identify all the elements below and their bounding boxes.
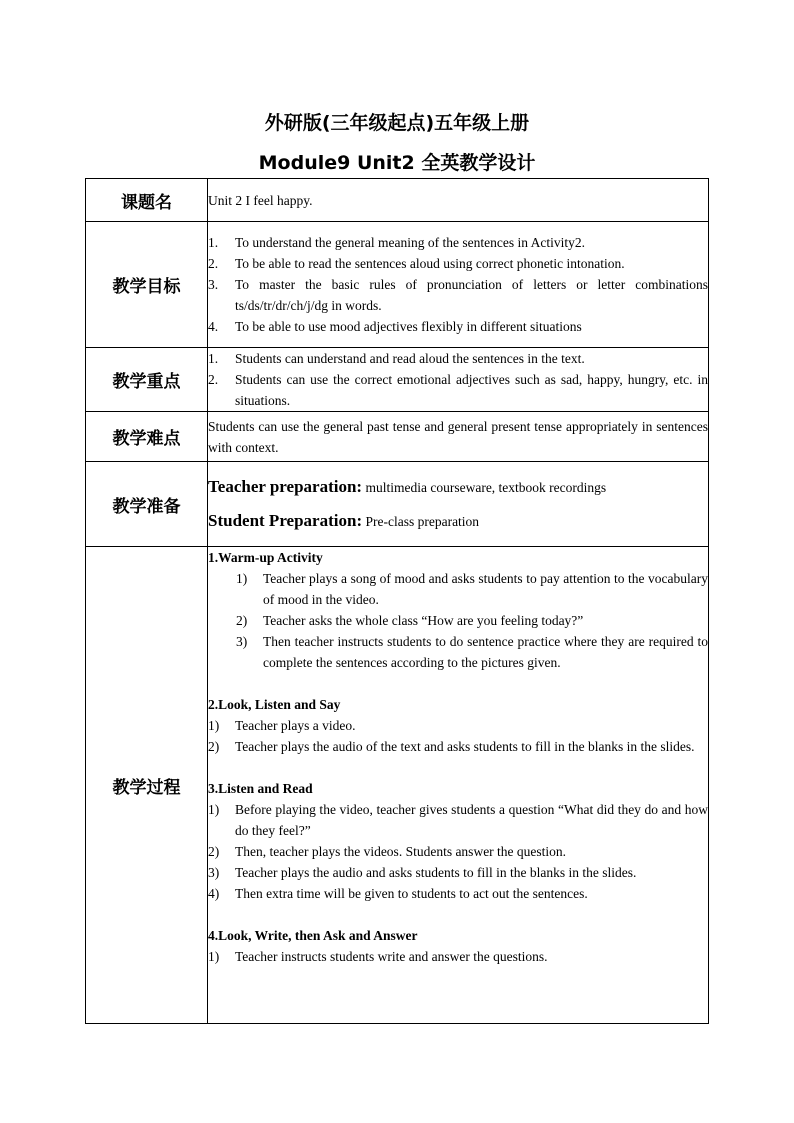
process-steps (208, 799, 708, 904)
student-preparation (208, 510, 708, 532)
list-item (208, 232, 708, 253)
process-section (208, 694, 708, 778)
list-item (208, 316, 708, 337)
process-step (208, 841, 708, 862)
process-step-number: 1) (208, 949, 220, 964)
teacher-preparation-heading: Teacher preparation: (208, 477, 363, 496)
process-step (208, 799, 708, 841)
list-item-text: To master the basic rules of pronunciation of letters or letter combinations ts/ds/tr/dr/ch/j/dg in words. (235, 277, 708, 313)
process-sections (208, 547, 708, 967)
process-step-number: 3) (208, 865, 220, 880)
process-step-text: Teacher plays a song of mood and asks students to pay attention to the vocabulary of mood in the video. (263, 571, 708, 607)
student-preparation-heading: Student Preparation: (208, 511, 363, 530)
process-step-text: Teacher plays a video. (235, 718, 356, 733)
row-objectives (86, 222, 709, 348)
process-step (208, 883, 708, 904)
difficulties-text: Students can use the general past tense and general present tense appropriately in sentences with context. (208, 412, 709, 462)
label-key-points: 教学重点 (86, 348, 208, 412)
section-spacer (208, 757, 708, 778)
teacher-preparation (208, 476, 708, 498)
process-step (236, 568, 708, 610)
list-item-text: Students can use the correct emotional adjectives such as sad, happy, hungry, etc. in situations. (235, 372, 708, 408)
process-section-title: 3.Listen and Read (208, 781, 313, 796)
list-item-number: 2. (208, 372, 219, 387)
process-step-number: 4) (208, 886, 220, 901)
label-objectives: 教学目标 (86, 222, 208, 348)
list-item-text: Students can understand and read aloud the sentences in the text. (235, 351, 585, 366)
row-process (86, 547, 709, 1024)
label-preparation: 教学准备 (86, 462, 208, 547)
row-topic (86, 179, 709, 222)
objectives-list (208, 232, 708, 337)
process-step (236, 631, 708, 673)
process-step-number: 1) (208, 718, 220, 733)
process-step-number: 2) (236, 613, 248, 628)
list-item-text: To be able to read the sentences aloud using correct phonetic intonation. (235, 256, 625, 271)
section-spacer (208, 673, 708, 694)
process-step (208, 946, 708, 967)
process-section (208, 547, 708, 694)
label-topic: 课题名 (86, 179, 208, 222)
process-step-text: Then teacher instructs students to do sentence practice where they are required to complete the sentences according to the pictures given. (263, 634, 708, 670)
process-step-number: 3) (236, 634, 248, 649)
key-points-list (208, 348, 708, 411)
row-key-points (86, 348, 709, 412)
process-step-text: Teacher plays the audio and asks students to fill in the blanks in the slides. (235, 865, 637, 880)
process-step (236, 610, 708, 631)
student-preparation-text: Pre-class preparation (362, 514, 480, 529)
list-item (208, 369, 708, 411)
key-points-cell (208, 348, 709, 412)
process-section-title: 2.Look, Listen and Say (208, 697, 341, 712)
process-step-text: Teacher asks the whole class “How are you feeling today?” (263, 613, 584, 628)
process-step (208, 736, 708, 757)
process-section (208, 925, 708, 967)
list-item-number: 4. (208, 319, 219, 334)
process-step-text: Teacher plays the audio of the text and asks students to fill in the blanks in the slides. (235, 739, 695, 754)
list-item-number: 1. (208, 235, 219, 250)
list-item-number: 3. (208, 277, 219, 292)
topic-value: Unit 2 I feel happy. (208, 179, 709, 222)
label-difficulties: 教学难点 (86, 412, 208, 462)
process-section (208, 778, 708, 925)
section-spacer (208, 904, 708, 925)
process-section-title: 1.Warm-up Activity (208, 550, 323, 565)
process-step (208, 862, 708, 883)
process-step-text: Teacher instructs students write and answer the questions. (235, 949, 548, 964)
process-step-number: 2) (208, 739, 220, 754)
row-preparation (86, 462, 709, 547)
preparation-cell (208, 462, 709, 547)
list-item-text: To be able to use mood adjectives flexibly in different situations (235, 319, 582, 334)
process-step-number: 2) (208, 844, 220, 859)
list-item-number: 1. (208, 351, 219, 366)
list-item (208, 274, 708, 316)
process-section-title: 4.Look, Write, then Ask and Answer (208, 928, 418, 943)
process-step-text: Then, teacher plays the videos. Students answer the question. (235, 844, 567, 859)
label-process: 教学过程 (86, 547, 208, 1024)
row-difficulties (86, 412, 709, 462)
document-title: 外研版(三年级起点)五年级上册 (264, 112, 530, 134)
list-item (208, 348, 708, 369)
process-step-number: 1) (208, 802, 220, 817)
list-item-text: To understand the general meaning of the sentences in Activity2. (235, 235, 585, 250)
process-step (208, 715, 708, 736)
process-step-text: Before playing the video, teacher gives students a question “What did they do and how do they feel?” (235, 802, 708, 838)
process-steps (208, 568, 708, 673)
document-subtitle: Module9 Unit2 全英教学设计 (258, 152, 536, 174)
lesson-plan-table (85, 178, 709, 1024)
process-step-text: Then extra time will be given to students to act out the sentences. (235, 886, 588, 901)
process-cell (208, 547, 709, 1024)
list-item-number: 2. (208, 256, 219, 271)
objectives-cell (208, 222, 709, 348)
list-item (208, 253, 708, 274)
process-step-number: 1) (236, 571, 248, 586)
process-steps (208, 715, 708, 757)
process-steps (208, 946, 708, 967)
teacher-preparation-text: multimedia courseware, textbook recordings (362, 480, 607, 495)
